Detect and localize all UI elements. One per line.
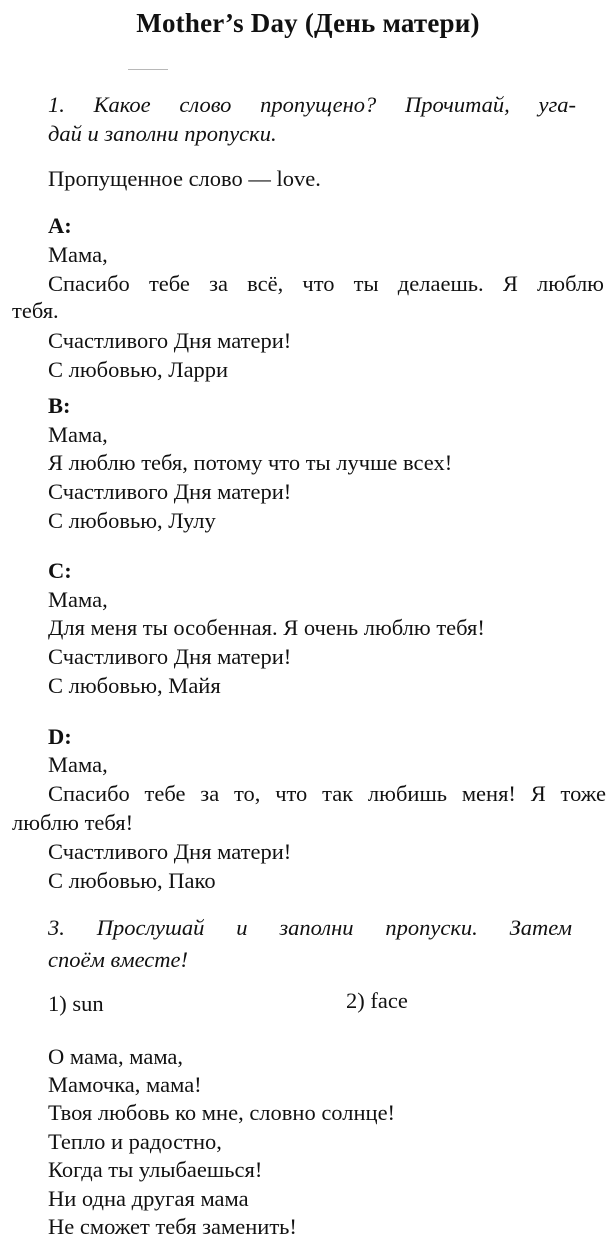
letter-a-wish: Счастливого Дня матери! <box>48 328 292 353</box>
letter-b-body-line1: Я люблю тебя, потому что ты лучше всех! <box>48 450 453 475</box>
task3-instruction-line2: споём вместе! <box>48 947 188 972</box>
letter-c-body-line1: Для меня ты особенная. Я очень люблю тебя! <box>48 615 485 640</box>
letter-a-body-line2: тебя. <box>12 298 59 323</box>
song-line-1: О мама, мама, <box>48 1044 184 1069</box>
song-line-5: Когда ты улыбаешься! <box>48 1157 263 1182</box>
letter-a-body-line1: Спасибо тебе за всё, что ты делаешь. Я люблю <box>48 271 604 296</box>
page-title: Mother’s Day (День матери) <box>136 8 480 38</box>
task1-instruction-line2: дай и заполни пропуски. <box>48 121 277 146</box>
song-line-6: Ни одна другая мама <box>48 1186 249 1211</box>
letter-b-label: B: <box>48 393 71 418</box>
letter-d-label: D: <box>48 724 72 749</box>
song-line-7: Не сможет тебя заменить! <box>48 1214 297 1239</box>
letter-c-signature: С любовью, Майя <box>48 673 221 698</box>
letter-a-signature: С любовью, Ларри <box>48 357 229 382</box>
letter-b-wish: Счастливого Дня матери! <box>48 479 292 504</box>
letter-d-wish: Счастливого Дня матери! <box>48 839 292 864</box>
song-line-4: Тепло и радостно, <box>48 1129 222 1154</box>
divider <box>128 69 168 70</box>
task1-answer: Пропущенное слово — love. <box>48 166 321 191</box>
letter-c-label: C: <box>48 558 72 583</box>
song-line-2: Мамочка, мама! <box>48 1072 202 1097</box>
song-line-3: Твоя любовь ко мне, словно солнце! <box>48 1100 396 1125</box>
letter-c-greeting: Мама, <box>48 587 108 612</box>
letter-c-wish: Счастливого Дня матери! <box>48 644 292 669</box>
task1-instruction-line1: 1. Какое слово пропущено? Прочитай, уга- <box>48 92 576 117</box>
letter-a-label: A: <box>48 213 72 238</box>
letter-d-signature: С любовью, Пако <box>48 868 216 893</box>
letter-d-body-line2: люблю тебя! <box>12 810 134 835</box>
task3-answer-2: 2) face <box>346 988 408 1013</box>
letter-a-greeting: Мама, <box>48 242 108 267</box>
task3-answer-1: 1) sun <box>48 991 104 1016</box>
task3-instruction-line1: 3. Прослушай и заполни пропуски. Затем <box>48 915 572 940</box>
letter-b-signature: С любовью, Лулу <box>48 508 216 533</box>
letter-d-greeting: Мама, <box>48 752 108 777</box>
letter-d-body-line1: Спасибо тебе за то, что так любишь меня! Я тоже <box>48 781 606 806</box>
letter-b-greeting: Мама, <box>48 422 108 447</box>
